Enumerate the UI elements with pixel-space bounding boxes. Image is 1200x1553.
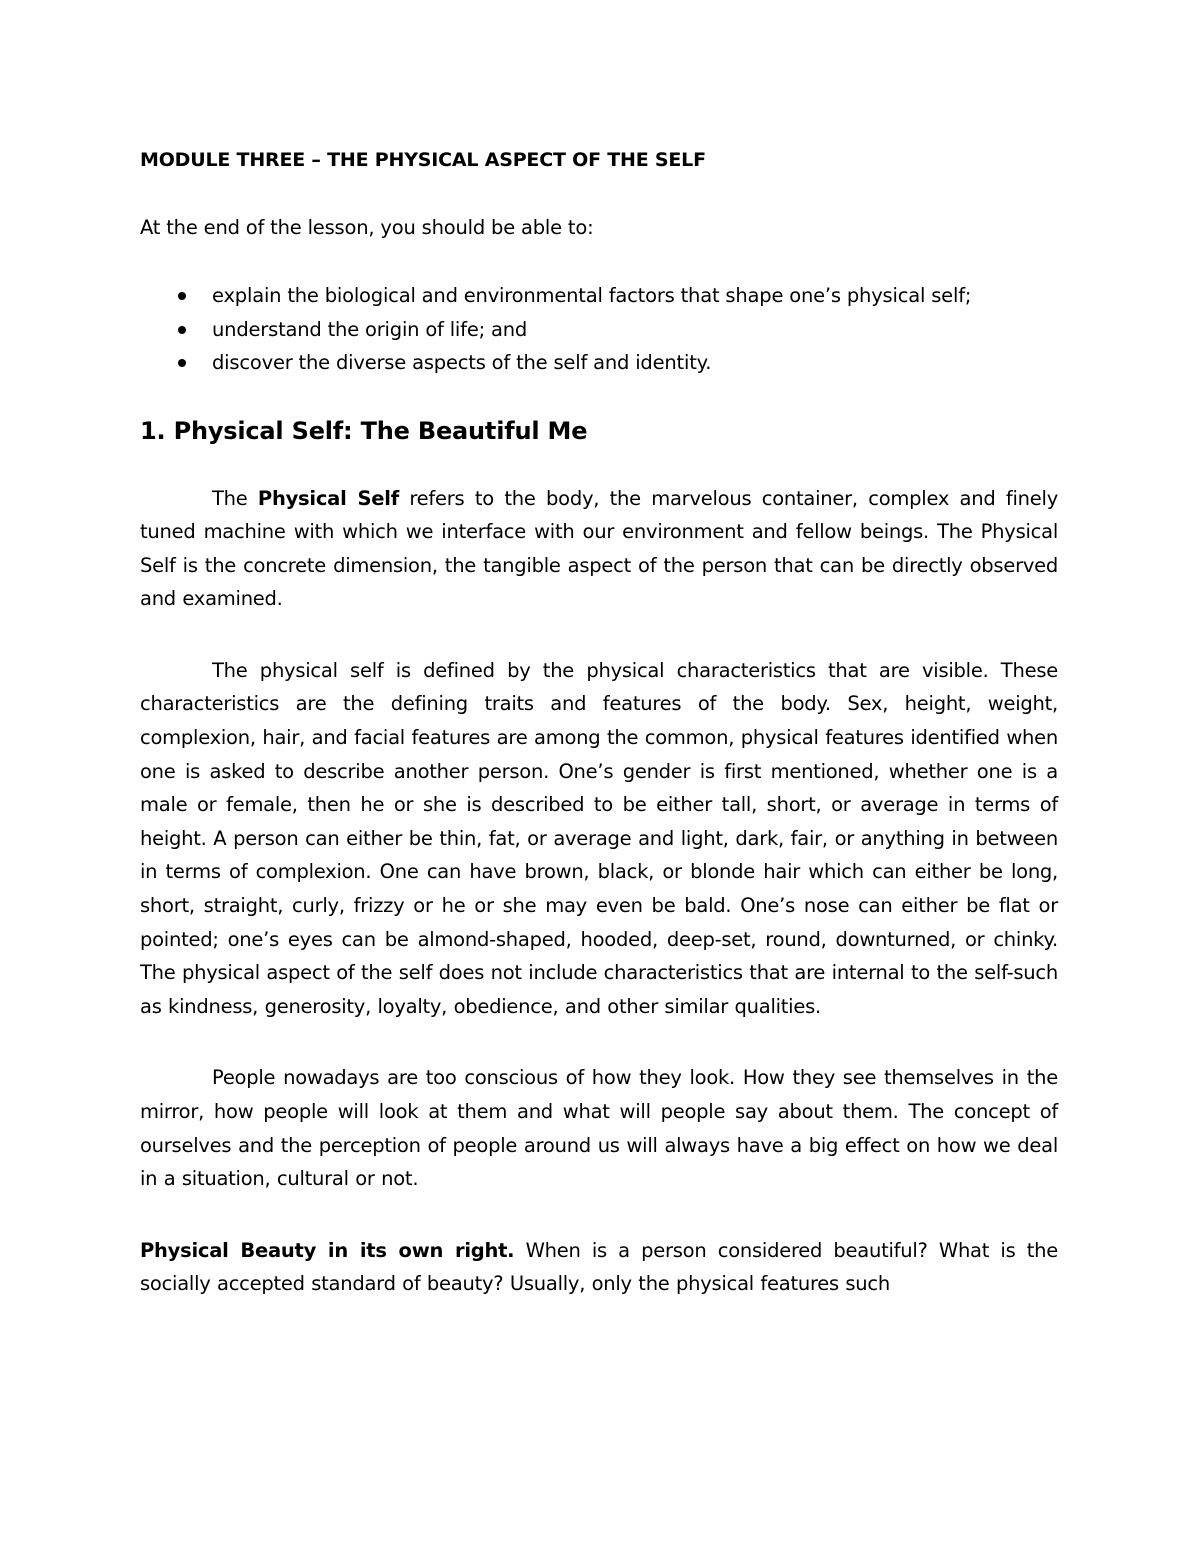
objectives-list <box>140 279 1058 380</box>
objective-text: understand the origin of life; and <box>212 317 528 341</box>
intro-text: At the end of the lesson, you should be able to: <box>140 216 594 239</box>
paragraph-characteristics: The physical self is defined by the physical characteristics that are visible. These characteristics are the defining traits and features of the body. Sex, height, weight, complexion, hair, and facial features are among the common, physical features identified when one is asked to describe another person. One’s gender is first mentioned, whether one is a male or female, then he or she is described to be either tall, short, or average in terms of height. A person can either be thin, fat, or average and light, dark, fair, or anything in between in terms of complexion. One can have brown, black, or blonde hair which can either be long, short, straight, curly, frizzy or he or she may even be bald. One’s nose can either be flat or pointed; one’s eyes can be almond-shaped, hooded, deep-set, round, downturned, or chinky. The physical aspect of the self does not include characteristics that are internal to the self-such as kindness, generosity, loyalty, obedience, and other similar qualities. <box>140 658 1058 1018</box>
paragraph-physical-self <box>140 482 1058 616</box>
document-body <box>140 143 1058 1301</box>
bullet-icon <box>178 359 186 367</box>
paragraph-people-nowadays: People nowadays are too conscious of how they look. How they see themselves in the mirror, how people will look at them and what will people say about them. The concept of ourselves and the perception of people around us will always have a big effect on how we deal in a situation, cultural or not. <box>140 1066 1058 1191</box>
objective-text: discover the diverse aspects of the self and identity. <box>212 351 712 374</box>
section-heading: 1. Physical Self: The Beautiful Me <box>140 416 588 445</box>
list-item <box>140 313 1058 347</box>
bold-term: Physical Self <box>257 486 399 510</box>
paragraph-physical-beauty <box>140 1234 1058 1301</box>
paragraph-text: When is a person considered beautiful? What is the socially accepted standard of beauty? Usually, only the physical features such <box>140 1238 1058 1296</box>
bullet-icon <box>178 292 186 300</box>
paragraph-text: refers to the body, the marvelous container, complex and finely tuned machine with which we interface with our environment and fellow beings. The Physical Self is the concrete dimension, the tangible aspect of the person that can be directly observed and examined. <box>140 486 1058 611</box>
module-title: MODULE THREE – THE PHYSICAL ASPECT OF THE SELF <box>140 149 706 171</box>
bullet-icon <box>178 326 186 334</box>
paragraph-text: The <box>212 486 258 510</box>
objective-text: explain the biological and environmental factors that shape one’s physical self; <box>212 284 972 307</box>
list-item <box>140 279 1058 313</box>
bold-term: Physical Beauty in its own right. <box>140 1238 515 1262</box>
list-item <box>140 346 1058 380</box>
